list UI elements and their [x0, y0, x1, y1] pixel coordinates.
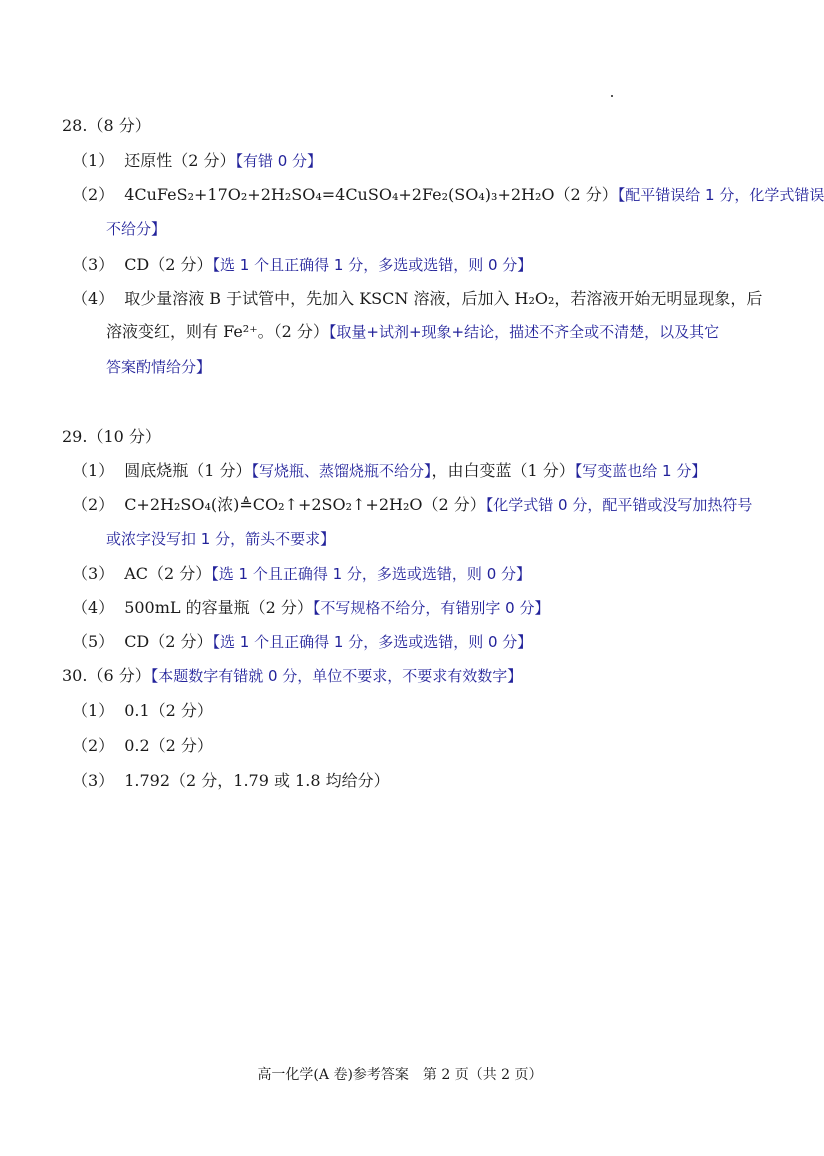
- q29-part1-grading-note: 【写烧瓶、蒸馏烧瓶不给分】: [251, 462, 432, 480]
- q29-part5-number: （5）: [72, 632, 115, 651]
- q28-part2-continued: [106, 218, 806, 240]
- q29-part3-answer: AC（2 分）: [124, 564, 212, 583]
- q29-part4: [72, 597, 772, 619]
- q30-part2-number: （2）: [72, 736, 115, 755]
- q29-part5-answer: CD（2 分）: [124, 632, 213, 651]
- q30-part1-number: （1）: [72, 701, 115, 720]
- q30-part2: [72, 735, 772, 757]
- q29-part1-answer-b: ，由白变蓝（1 分）: [431, 461, 575, 480]
- q29-part1-number: （1）: [72, 461, 115, 480]
- q30-part1-answer: 0.1（2 分）: [124, 701, 213, 720]
- q28-part4-line3: [106, 356, 806, 378]
- q28-part4-number: （4）: [72, 289, 115, 308]
- q28-part4-grading-note-cont: 答案酌情给分】: [106, 358, 212, 376]
- q29-part5: [72, 631, 772, 653]
- q29-part5-grading-note: 【选 1 个且正确得 1 分，多选或选错，则 0 分】: [212, 633, 533, 651]
- q30-grading-note: 【本题数字有错就 0 分，单位不要求，不要求有效数字】: [150, 667, 523, 685]
- q28-part1-grading-note: 【有错 0 分】: [235, 152, 323, 170]
- q30-header: 30.（6 分）: [62, 666, 151, 685]
- q28-part3-answer: CD（2 分）: [124, 255, 213, 274]
- q29-part2-number: （2）: [72, 495, 115, 514]
- q28-part4-line2: [106, 321, 806, 343]
- q29-part2-equation: C+2H₂SO₄(浓)≜CO₂↑+2SO₂↑+2H₂O（2 分）: [124, 495, 486, 514]
- q30-header-line: [62, 665, 762, 687]
- q29-part4-grading-note: 【不写规格不给分，有错别字 0 分】: [312, 599, 550, 617]
- q28-part2: [72, 184, 824, 206]
- q28-header: 28.（8 分）: [62, 116, 151, 135]
- q28-part2-number: （2）: [72, 185, 115, 204]
- q30-part2-answer: 0.2（2 分）: [124, 736, 213, 755]
- q28-part4-answer: 取少量溶液 B 于试管中，先加入 KSCN 溶液，后加入 H₂O₂，若溶液开始无明显现象，后: [124, 289, 763, 308]
- q29-part1-grading-note-b: 【写变蓝也给 1 分】: [574, 462, 707, 480]
- q28-part3-grading-note: 【选 1 个且正确得 1 分，多选或选错，则 0 分】: [212, 256, 533, 274]
- q29-part4-answer: 500mL 的容量瓶（2 分）: [124, 598, 313, 617]
- q28-part4-answer-cont: 溶液变红，则有 Fe²⁺。（2 分）: [106, 322, 329, 341]
- q28-part1-number: （1）: [72, 151, 115, 170]
- q29-part1-answer: 圆底烧瓶（1 分）: [124, 461, 252, 480]
- q28-part4: [72, 288, 772, 310]
- q28-part3-number: （3）: [72, 255, 115, 274]
- q29-part2: [72, 494, 772, 516]
- q29-part2-continued: [106, 528, 806, 550]
- q29-part2-grading-note-cont: 或浓字没写扣 1 分，箭头不要求】: [106, 530, 336, 548]
- q30-part3-answer: 1.792（2 分，1.79 或 1.8 均给分）: [124, 771, 390, 790]
- q28-part4-grading-note: 【取量+试剂+现象+结论，描述不齐全或不清楚，以及其它: [328, 323, 720, 341]
- q30-part3-number: （3）: [72, 771, 115, 790]
- page-footer: 高一化学(A 卷)参考答案 第 2 页（共 2 页）: [257, 1067, 543, 1083]
- q29-header: 29.（10 分）: [62, 427, 161, 446]
- q29-part2-grading-note: 【化学式错 0 分，配平错或没写加热符号: [485, 496, 753, 514]
- q28-part2-answer: 4CuFeS₂+17O₂+2H₂SO₄=4CuSO₄+2Fe₂(SO₄)₃+2H₂O（2 分）: [124, 185, 618, 204]
- q28-part3: [72, 254, 772, 276]
- q28-part2-grading-note-cont: 不给分】: [106, 220, 167, 238]
- q28-part1-answer: 还原性（2 分）: [124, 151, 236, 170]
- q29-part4-number: （4）: [72, 598, 115, 617]
- q29-part3-grading-note: 【选 1 个且正确得 1 分，多选或选错，则 0 分】: [211, 565, 532, 583]
- q28-part1: [72, 150, 772, 172]
- scan-speck: [611, 95, 613, 97]
- q29-part3: [72, 563, 772, 585]
- q29-part3-number: （3）: [72, 564, 115, 583]
- q29-part1: [72, 460, 772, 482]
- q30-part1: [72, 700, 772, 722]
- q30-part3: [72, 770, 772, 792]
- q28-part2-grading-note: 【配平错误给 1 分，化学式错误: [617, 186, 824, 204]
